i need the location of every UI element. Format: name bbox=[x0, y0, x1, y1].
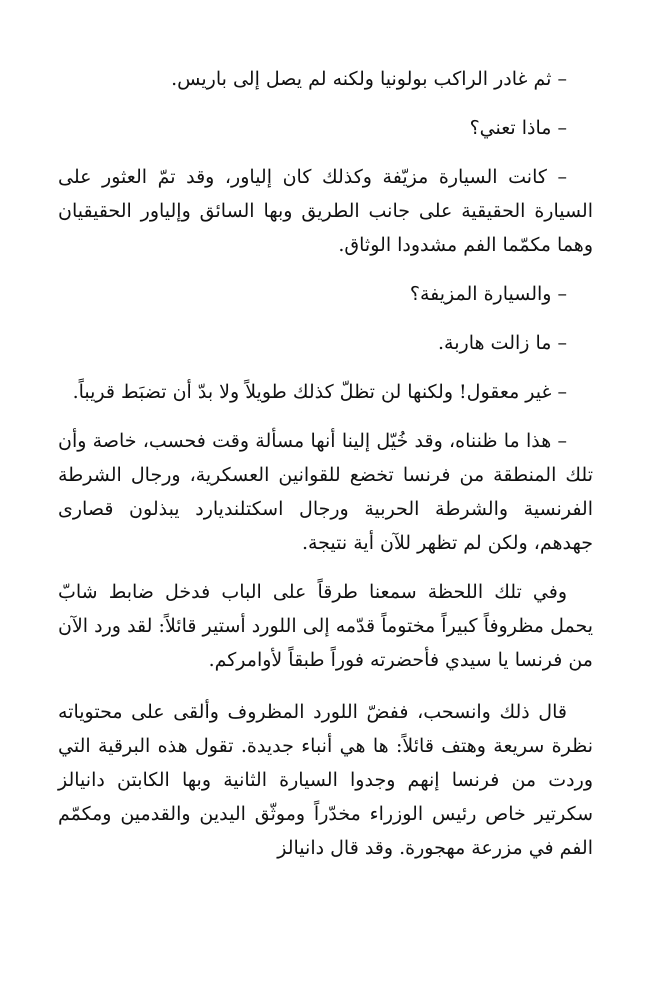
dialogue-paragraph: – ما زالت هاربة. bbox=[438, 332, 567, 354]
narrative-paragraph: قال ذلك وانسحب، ففضّ اللورد المظروف وألقى على محتوياته نظرة سريعة وهتف قائلاً: ها هي أنباء جديدة. تقول هذه البرقية التي وردت من فرنسا إنهم وجدوا السيارة الثانية وبها الكابتن دانيالز سكرتير خاص رئيس الوزراء مخدّراً وموثّق اليدين والقدمين ومكمّم الفم في مزرعة مهجورة. وقد قال دانيالز bbox=[58, 701, 593, 859]
narrative-paragraph: وفي تلك اللحظة سمعنا طرقاً على الباب فدخل ضابط شابّ يحمل مظروفاً كبيراً مختوماً قدّمه إلى اللورد أستير قائلاً: لقد ورد الآن من فرنسا يا سيدي فأحضرته فوراً طبقاً لأوامركم. bbox=[58, 581, 593, 671]
dialogue-paragraph: – ثم غادر الراكب بولونيا ولكنه لم يصل إلى باريس. bbox=[171, 68, 567, 90]
dialogue-paragraph: – غير معقول! ولكنها لن تظلّ كذلك طويلاً ولا بدّ أن تضبَط قريباً. bbox=[72, 381, 567, 403]
dialogue-paragraph: – هذا ما ظنناه، وقد خُيّل إلينا أنها مسألة وقت فحسب، خاصة وأن تلك المنطقة من فرنسا تخضع للقوانين العسكرية، ورجال الشرطة الفرنسية والشرطة الحربية ورجال اسكتلنديارد يبذلون قصارى جهدهم، ولكن لم تظهر للآن أية نتيجة. bbox=[58, 430, 593, 554]
dialogue-paragraph: – ماذا تعني؟ bbox=[469, 117, 567, 139]
dialogue-paragraph: – والسيارة المزيفة؟ bbox=[409, 283, 567, 305]
dialogue-paragraph: – كانت السيارة مزيّفة وكذلك كان إلياور، وقد تمّ العثور على السيارة الحقيقية على جانب الطريق وبها السائق وإلياور الحقيقيان وهما مكمّما الفم مشدودا الوثاق. bbox=[58, 166, 593, 256]
